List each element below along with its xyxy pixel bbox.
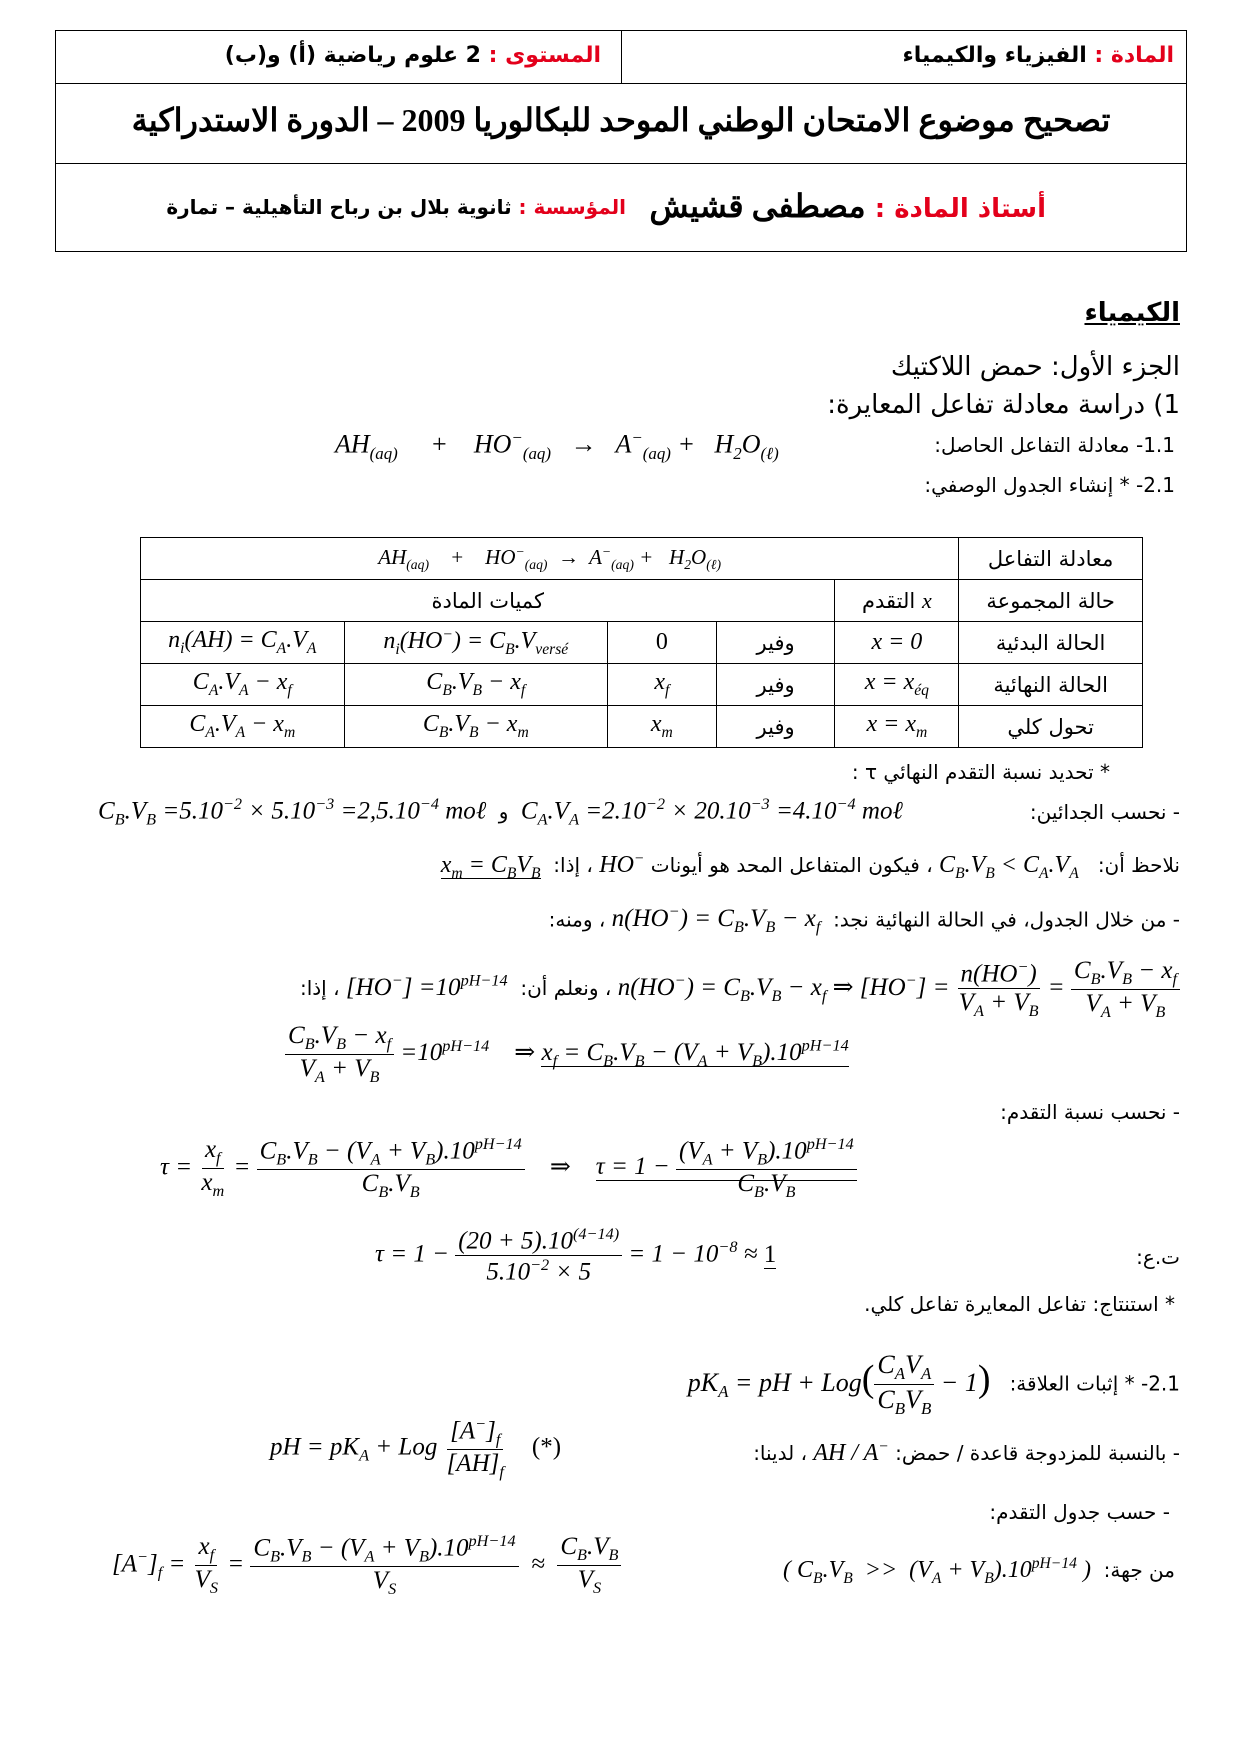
xf-derivation: $\frac{C_B.V_B - x_f}{V_A + V_B}$ $=10^{pH-14}$ ⇒ $x_f = C_B.V_B - (V_A + V_B).10^{pH-14}$ xyxy=(285,1022,849,1087)
cell: 0 xyxy=(607,622,716,664)
cell: $x = x_{éq}$ xyxy=(835,664,959,706)
limiting-text: ، فيكون المتفاعل المحد هو أيونات xyxy=(650,853,933,877)
institution-field: المؤسسة : ثانوية بلال بن رباح التأهيلية – تمارة xyxy=(166,195,626,219)
table-header-advance: التقدم x xyxy=(835,580,959,622)
cell: تحول كلي xyxy=(959,706,1143,748)
henderson-formula: pH = $pK_A$ + Log $\frac{[A^-]_f}{[AH]_f}$ (*) xyxy=(270,1415,562,1482)
header-divider xyxy=(621,31,622,83)
cell: $n_i(HO^-) = C_B.V_{versé}$ xyxy=(344,622,607,664)
subject-value: الفيزياء والكيمياء xyxy=(902,43,1087,68)
cell: $n_i(AH) = C_A.V_A$ xyxy=(141,622,345,664)
q1-2-label: 2.1- * إنشاء الجدول الوصفي: xyxy=(924,473,1175,497)
on-one-hand-line: من جهة: ( $C_B.V_B >> (V_A + V_B).10^{pH-14}$ ) xyxy=(783,1555,1175,1587)
concentration-line: $n(HO^-) = C_B.V_B - x_f$ ⇒ [HO−] = $\frac{n(HO^-)}{V_A + V_B}$ = $\frac{C_B.V_B - x_f}{V_A + V_B}$ ، ونعلم أن: $[HO^-] =10^{pH-14}$ ، إذا: xyxy=(300,957,1180,1022)
then-text: ، إذا: xyxy=(553,853,593,877)
table-header-state: حالة المجموعة xyxy=(959,580,1143,622)
table-ref: - حسب جدول التقدم: xyxy=(989,1500,1170,1524)
cell: وفير xyxy=(716,664,835,706)
cell: $C_A.V_A - x_m$ xyxy=(141,706,345,748)
header-box xyxy=(55,30,1187,252)
advance-label: التقدم xyxy=(862,588,916,613)
header-row-1 xyxy=(56,31,1186,84)
couple-text-a: - بالنسبة للمزدوجة قاعدة / حمض: xyxy=(895,1441,1180,1465)
then2-text: ، إذا: xyxy=(299,976,340,1001)
products-formula: $C_B.V_B =5.10^{-2} \times 5.10^{-3} =2,5.10^{-4}$ moℓ و $C_A.V_A =2.10^{-2} \times 20.10^{-3} =4.10^{-4}$ moℓ xyxy=(98,795,903,829)
and-so-text: ، ومنه: xyxy=(548,907,606,932)
section-title: الكيمياء xyxy=(1084,298,1180,328)
question-1-title: 1) دراسة معادلة تفاعل المعايرة: xyxy=(827,390,1180,420)
teacher-name: مصطفى قشيش xyxy=(649,188,866,224)
from-table-line: - من خلال الجدول، في الحالة النهائية نجد: $n(HO^-) = C_B.V_B - x_f$ ، ومنه: xyxy=(548,903,1180,937)
cell: $x_m$ xyxy=(607,706,716,748)
we-know-text: ، ونعلم أن: xyxy=(520,976,612,1001)
subject-label: المادة xyxy=(1110,43,1174,68)
level-label: المستوى xyxy=(505,43,601,68)
table-header-quantities: كميات المادة xyxy=(141,580,835,622)
document-title: تصحيح موضوع الامتحان الوطني الموحد للبكالوريا 2009 – الدورة الاستدراكية xyxy=(131,102,1111,138)
calc-label: - نحسب الجدائين: xyxy=(1029,800,1180,824)
tau-calc-label: - نحسب نسبة التقدم: xyxy=(1000,1100,1180,1124)
cell: $x = x_m$ xyxy=(835,706,959,748)
q1-1-label: 1.1- معادلة التفاعل الحاصل: xyxy=(934,433,1175,457)
cell: وفير xyxy=(716,622,835,664)
table-row xyxy=(141,706,1143,748)
table-row xyxy=(141,538,1143,580)
table-row xyxy=(141,580,1143,622)
cell: الحالة النهائية xyxy=(959,664,1143,706)
teacher-field: أستاذ المادة : مصطفى قشيش xyxy=(649,188,1046,224)
numeric-label: ت.ع: xyxy=(1136,1245,1180,1269)
level-value: 2 علوم رياضية (أ) و(ب) xyxy=(224,43,481,68)
header-row-3 xyxy=(56,165,1186,250)
and-word: و xyxy=(498,799,509,824)
conclusion: * استنتاج: تفاعل المعايرة تفاعل كلي. xyxy=(864,1292,1175,1316)
tau-numeric: τ = 1 − $\frac{(20 + 5).10^{(4-14)}}{5.10^{-2} \times 5}$ = $1 - 10^{-8} \approx 1$ xyxy=(375,1225,777,1286)
from-table-text: - من خلال الجدول، في الحالة النهائية نجد: xyxy=(833,907,1180,932)
table-header-equation: معادلة التفاعل xyxy=(959,538,1143,580)
part-title: الجزء الأول: حمض اللاكتيك xyxy=(890,352,1180,382)
couple-line: - بالنسبة للمزدوجة قاعدة / حمض: AH / A− ، لدينا: xyxy=(753,1438,1180,1466)
cell: $C_A.V_A - x_f$ xyxy=(141,664,345,706)
header-row-2 xyxy=(56,83,1186,164)
table-row xyxy=(141,664,1143,706)
on-one-hand-text: من جهة: xyxy=(1103,1558,1175,1582)
cell: $x_f$ xyxy=(607,664,716,706)
proof-line: 2.1- * إثبات العلاقة: $pK_A$ = pH + Log( $\frac{C_AV_A}{C_BV_B}$ − 1) xyxy=(687,1350,1180,1419)
cell: الحالة البدئية xyxy=(959,622,1143,664)
table-equation: $AH_{(aq)}$ + $HO^-_{(aq)} \to A^-_{(aq)} + H_2O_{(\ell)}$ xyxy=(141,538,959,580)
proof-label: 2.1- * إثبات العلاقة: xyxy=(1009,1371,1180,1396)
cell: وفير xyxy=(716,706,835,748)
cell: x = 0 xyxy=(835,622,959,664)
cell: $C_B.V_B - x_m$ xyxy=(344,706,607,748)
concentration-a-formula: $[A^-]_f$ = $\frac{x_f}{V_S}$ = $\frac{C_B.V_B - (V_A + V_B).10^{pH-14}}{V_S}$ ≈ $\frac{C_B.V_B}{V_S}$ xyxy=(112,1532,621,1599)
institution-value: ثانوية بلال بن رباح التأهيلية – تمارة xyxy=(166,195,512,219)
couple-text-b: ، لدينا: xyxy=(753,1441,808,1465)
reaction-equation: $AH_{(aq)}$ + $HO^-_{(aq)} \to A^-_{(aq)} + H_2O_{(\ell)}$ xyxy=(335,428,779,463)
cell: $C_B.V_B - x_f$ xyxy=(344,664,607,706)
level-field: المستوى : 2 علوم رياضية (أ) و(ب) xyxy=(224,43,601,68)
limiting-line: نلاحظ أن: $C_B.V_B < C_A.V_A$ ، فيكون المتفاعل المحد هو أيونات HO− ، إذا: $x_m = C_BV_B$ xyxy=(440,850,1180,882)
tau-heading: * تحديد نسبة التقدم النهائي τ : xyxy=(851,760,1110,784)
progress-table xyxy=(140,537,1143,748)
institution-label: المؤسسة xyxy=(533,195,626,219)
table-row xyxy=(141,622,1143,664)
observe-text: نلاحظ أن: xyxy=(1097,853,1180,877)
teacher-label: أستاذ المادة xyxy=(894,194,1046,224)
tau-formula: τ = $\frac{x_f}{x_m}$ = $\frac{C_B.V_B - (V_A + V_B).10^{pH-14}}{C_B.V_B}$ ⇒ τ = 1 − $\frac{(V_A + V_B).10^{pH-14}}{C_B.V_B}$ xyxy=(160,1135,857,1202)
subject-field: المادة : الفيزياء والكيمياء xyxy=(902,43,1174,68)
